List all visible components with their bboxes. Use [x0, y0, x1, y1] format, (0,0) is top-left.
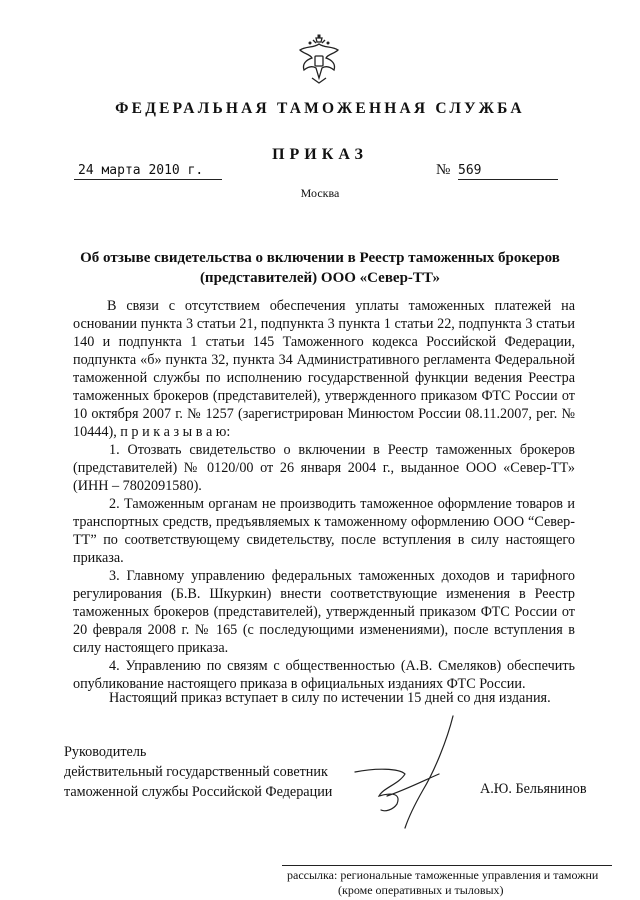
distribution-line-1: рассылка: региональные таможенные управления и таможни [287, 868, 599, 882]
effective-date-clause: Настоящий приказ вступает в силу по истечении 15 дней со дня издания. [109, 690, 551, 706]
order-number: 569 [458, 163, 558, 180]
order-subject [70, 248, 570, 288]
state-emblem-icon [296, 34, 342, 86]
subject-line-2: (представителей) ООО «Север-ТТ» [199, 270, 441, 286]
city: Москва [300, 186, 340, 200]
order-number-sign: № [436, 162, 451, 178]
signatory-name: А.Ю. Бельянинов [480, 781, 587, 797]
order-item-3: 3. Главному управлению федеральных таможенных доходов и тарифного регулирования (Б.В. Шкуркин) внести соответствующие изменения в Реестр таможенных брокеров (представителей), утвержденный приказом ФТС России от 20 февраля 2008 г. № 165 (с последующими изменениями), после вступления в силу настоящего приказа. [73, 568, 575, 656]
order-item-1: 1. Отозвать свидетельство о включении в Реестр таможенных брокеров (представителей) № 0120/00 от 26 января 2004 г., выданное ООО «Север-ТТ» (ИНН – 7802091580). [73, 442, 575, 494]
order-item-2: 2. Таможенным органам не производить таможенное оформление товаров и транспортных средств, предъявляемых к таможенному оформлению ООО “Север-ТТ” по соответствующему свидетельству, после вступления в силу настоящего приказа. [73, 496, 575, 566]
signatory-title-line-1: Руководитель [64, 744, 147, 760]
order-date: 24 марта 2010 г. [74, 163, 222, 180]
distribution-divider [282, 865, 612, 866]
order-body [73, 297, 575, 693]
signatory-title-line-3: таможенной службы Российской Федерации [64, 784, 333, 800]
distribution-line-2: (кроме оперативных и тыловых) [338, 883, 504, 897]
preamble-paragraph: В связи с отсутствием обеспечения уплаты таможенных платежей на основании пункта 3 статьи 21, подпункта 3 пункта 1 статьи 22, подпункта 3 статьи 140 и подпункта 1 статьи 145 Таможенного кодекса Российской Федерации, подпункта «б» пункта 32, пункта 34 Административного регламента Федеральной таможенной службы по исполнению государственной функции ведения Реестра таможенных брокеров (представителей), утвержденного приказом ФТС России от 10 октября 2007 г. № 1257 (зарегистрирован Минюстом России 08.11.2007, рег. № 10444), п р и к а з ы в а ю: [73, 298, 575, 440]
order-item-4: 4. Управлению по связям с общественностью (А.В. Смеляков) обеспечить опубликование настоящего приказа в официальных изданиях ФТС России. [73, 658, 575, 692]
agency-name: ФЕДЕРАЛЬНАЯ ТАМОЖЕННАЯ СЛУЖБА [115, 100, 525, 117]
handwritten-signature [335, 710, 475, 840]
document-type-title: ПРИКАЗ [272, 146, 368, 163]
signatory-title-line-2: действительный государственный советник [64, 764, 328, 780]
signatory-title [64, 742, 332, 802]
subject-line-1: Об отзыве свидетельства о включении в Реестр таможенных брокеров [80, 250, 560, 266]
